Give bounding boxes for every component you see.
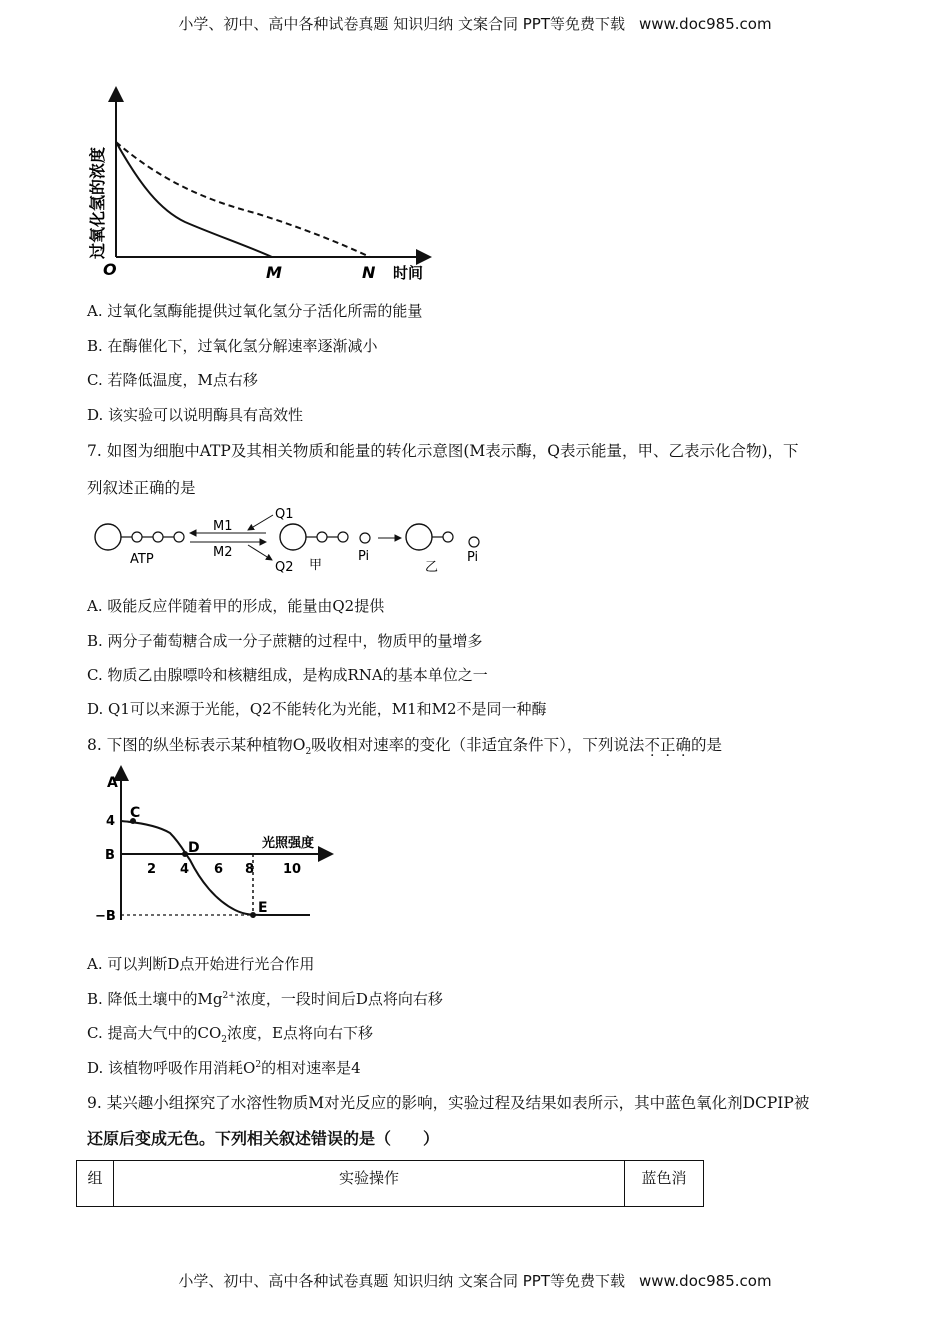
yi-label: 乙 xyxy=(425,560,439,575)
y-4-label: 4 xyxy=(106,814,116,829)
tick-4: 4 xyxy=(180,862,190,877)
pi-label-1: Pi xyxy=(358,549,370,564)
jia-phosphate-2 xyxy=(338,532,348,542)
y-top-label: A xyxy=(107,775,118,791)
jia-phosphate-1 xyxy=(317,532,327,542)
header-url-link[interactable]: www.doc985.com xyxy=(638,15,772,33)
c-label: C xyxy=(130,805,141,821)
footer-banner xyxy=(0,1270,950,1291)
atp-phosphate-2 xyxy=(153,532,163,542)
pi-circle-1 xyxy=(360,533,370,543)
n-label: N xyxy=(362,263,376,282)
tick-2: 2 xyxy=(147,862,157,877)
m1-label: M1 xyxy=(213,519,233,534)
x-axis-title: 光照强度 xyxy=(262,836,315,851)
yi-adenosine-circle xyxy=(406,524,432,550)
table-header-group: 组 xyxy=(77,1161,114,1207)
q9-stem-line2: 还原后变成无色。下列相关叙述错误的是（ ） xyxy=(87,1129,440,1148)
jia-label: 甲 xyxy=(309,558,323,573)
y-axis-label: 过氧化氢的浓度 xyxy=(88,146,107,260)
q8-stem: 8. 下图的纵坐标表示某种植物$O_2$吸收相对速率的变化（非适宜条件下），下列说法不正确的是 xyxy=(87,736,722,758)
q6-option-c: C. 若降低温度，M点右移 xyxy=(87,371,258,389)
point-e xyxy=(250,912,256,918)
q6-option-b: B. 在酶催化下，过氧化氢分解速率逐渐减小 xyxy=(87,337,378,355)
m2-label: M2 xyxy=(213,545,233,560)
footer-banner-text: 小学、初中、高中各种试卷真题 知识归纳 文案合同 PPT等免费下载 xyxy=(178,1272,625,1290)
header-banner xyxy=(0,13,950,34)
q7-option-a: A. 吸能反应伴随着甲的形成，能量由Q2提供 xyxy=(87,597,385,615)
pi-circle-2 xyxy=(469,537,479,547)
atp-phosphate-3 xyxy=(174,532,184,542)
d-label: D xyxy=(188,840,200,856)
q8-option-b: B. 降低土壤中的$Mg^{2+}$浓度，一段时间后D点将向右移 xyxy=(87,990,443,1008)
q2-label: Q2 xyxy=(275,560,294,575)
pi-label-2: Pi xyxy=(467,550,479,565)
table-header-row xyxy=(77,1161,704,1207)
q6-option-d: D. 该实验可以说明酶具有高效性 xyxy=(87,406,304,424)
table-header-blue-fade: 蓝色消 xyxy=(625,1161,704,1207)
q7-option-c: C. 物质乙由腺嘌呤和核糖组成，是构成RNA的基本单位之一 xyxy=(87,666,488,684)
q1-label: Q1 xyxy=(275,507,294,522)
q8-option-c: C. 提高大气中的$CO_2$浓度，E点将向右下移 xyxy=(87,1024,373,1045)
yi-phosphate xyxy=(443,532,453,542)
header-banner-text: 小学、初中、高中各种试卷真题 知识归纳 文案合同 PPT等免费下载 xyxy=(178,15,625,33)
figure-atp-diagram xyxy=(88,505,498,577)
q2-arrow xyxy=(248,545,272,560)
tick-8: 8 xyxy=(245,862,255,877)
q7-stem-line1: 7. 如图为细胞中ATP及其相关物质和能量的转化示意图(M表示酶，Q表示能量，甲、乙表示化合物)，下 xyxy=(87,442,799,460)
x-axis-label: 时间 xyxy=(393,264,424,282)
footer-url-link[interactable]: www.doc985.com xyxy=(638,1272,772,1290)
q7-stem-line2: 列叙述正确的是 xyxy=(87,479,196,497)
emphasis-char-2: 正 xyxy=(659,736,676,754)
e-label: E xyxy=(258,900,268,916)
jia-adenosine-circle xyxy=(280,524,306,550)
emphasis-char-3: 确 xyxy=(675,736,691,754)
enzyme-curve xyxy=(116,142,272,257)
atp-label: ATP xyxy=(130,552,154,567)
y-neg-b-label: −B xyxy=(95,909,116,924)
table-header-operation: 实验操作 xyxy=(114,1161,625,1207)
m-label: M xyxy=(266,263,282,282)
figure-o2-rate-graph xyxy=(90,765,340,930)
q7-option-d: D. Q1可以来源于光能，Q2不能转化为光能，M1和M2不是同一种酶 xyxy=(87,700,547,718)
origin-label: O xyxy=(103,260,117,279)
q8-option-a: A. 可以判断D点开始进行光合作用 xyxy=(87,955,315,973)
q1-arrow xyxy=(248,515,273,530)
y-b-label: B xyxy=(105,848,115,863)
atp-adenosine-circle xyxy=(95,524,121,550)
q7-option-b: B. 两分子葡萄糖合成一分子蔗糖的过程中，物质甲的量增多 xyxy=(87,632,483,650)
q6-option-a: A. 过氧化氢酶能提供过氧化氢分子活化所需的能量 xyxy=(87,302,423,320)
q8-option-d: D. 该植物呼吸作用消耗$O^2$的相对速率是4 xyxy=(87,1059,361,1077)
experiment-table xyxy=(76,1160,704,1207)
figure-h2o2-curve xyxy=(85,85,435,290)
emphasis-char-1: 不 xyxy=(644,736,660,754)
atp-phosphate-1 xyxy=(132,532,142,542)
tick-6: 6 xyxy=(214,862,224,877)
tick-10: 10 xyxy=(283,862,302,877)
q9-stem-line1: 9. 某兴趣小组探究了水溶性物质M对光反应的影响，实验过程及结果如表所示，其中蓝色氧化剂DCPIP被 xyxy=(87,1094,810,1112)
